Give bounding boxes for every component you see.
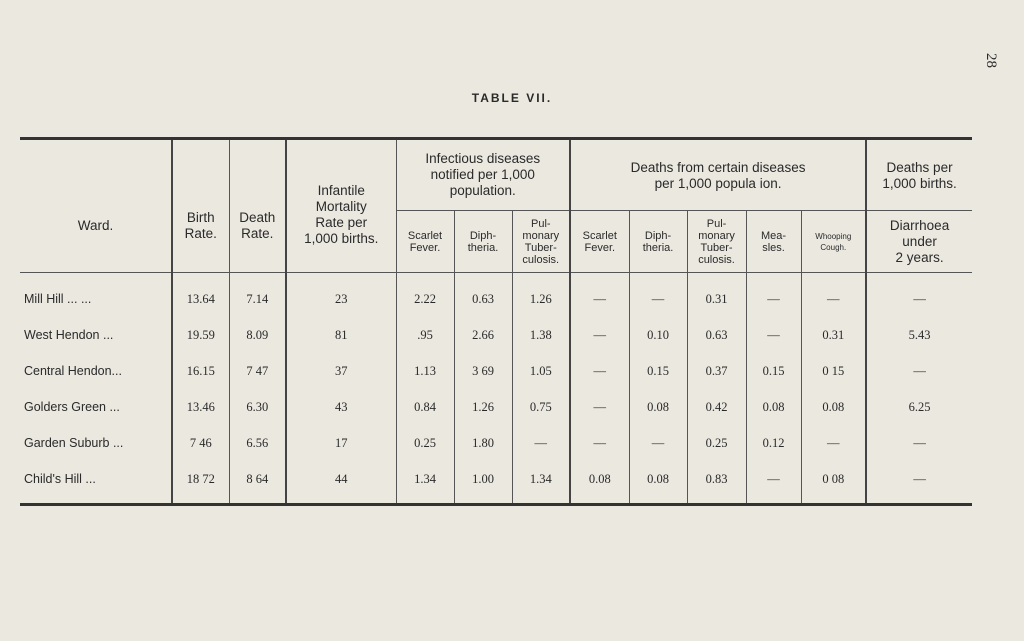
cell: 0.15: [746, 353, 801, 389]
cell: 0.25: [396, 425, 454, 461]
page-number: 28: [983, 53, 999, 68]
cell: 1.34: [512, 461, 570, 505]
cell: —: [746, 273, 801, 318]
cell: 7.14: [229, 273, 286, 318]
cell: 2.66: [454, 317, 512, 353]
cell: 0.42: [687, 389, 746, 425]
cell: 1.34: [396, 461, 454, 505]
cell: 1.80: [454, 425, 512, 461]
table-row: [20, 425, 972, 461]
cell: 16.15: [172, 353, 229, 389]
table-row: [20, 353, 972, 389]
cell: 0.63: [687, 317, 746, 353]
cell: .95: [396, 317, 454, 353]
header-whooping-cough: Whooping Cough.: [801, 211, 866, 273]
cell: —: [801, 273, 866, 318]
header-measles: Mea- sles.: [746, 211, 801, 273]
cell: 0 08: [801, 461, 866, 505]
ward-name: Mill Hill ... ...: [24, 292, 92, 306]
cell: —: [570, 317, 629, 353]
cell: 0.10: [629, 317, 687, 353]
header-birth-rate: Birth Rate.: [172, 139, 229, 273]
ward-name: Golders Green ...: [24, 400, 120, 414]
cell: 44: [286, 461, 396, 505]
ward-name: Garden Suburb ...: [24, 436, 124, 450]
table-row: [20, 461, 972, 505]
cell: —: [570, 273, 629, 318]
cell: 0.08: [570, 461, 629, 505]
cell: 1.26: [454, 389, 512, 425]
table-body: [20, 273, 972, 505]
cell: —: [570, 425, 629, 461]
table-row: [20, 273, 972, 318]
cell: —: [866, 353, 972, 389]
cell: —: [512, 425, 570, 461]
header-deaths-per-births: Deaths per 1,000 births.: [866, 139, 972, 211]
cell: 0.08: [629, 389, 687, 425]
cell: —: [746, 461, 801, 505]
cell: 43: [286, 389, 396, 425]
cell: 2.22: [396, 273, 454, 318]
ward-name: Central Hendon...: [24, 364, 122, 378]
ward-name: West Hendon ...: [24, 328, 114, 342]
cell: 0.75: [512, 389, 570, 425]
cell: 0.08: [746, 389, 801, 425]
cell: 19.59: [172, 317, 229, 353]
cell: 7 47: [229, 353, 286, 389]
cell: 7 46: [172, 425, 229, 461]
cell: —: [629, 273, 687, 318]
header-infectious-diseases: Infectious diseases notified per 1,000 population.: [396, 139, 570, 211]
cell: 0.08: [629, 461, 687, 505]
header-diarrhoea: Diarrhoea under 2 years.: [866, 211, 972, 273]
cell: 3 69: [454, 353, 512, 389]
cell: 0.31: [687, 273, 746, 318]
cell: 0.25: [687, 425, 746, 461]
cell: 0 15: [801, 353, 866, 389]
table-row: [20, 389, 972, 425]
cell: —: [866, 461, 972, 505]
cell: 17: [286, 425, 396, 461]
header-scarlet-fever-deaths: Scarlet Fever.: [570, 211, 629, 273]
cell: —: [801, 425, 866, 461]
header-scarlet-fever-notified: Scarlet Fever.: [396, 211, 454, 273]
cell: 13.46: [172, 389, 229, 425]
cell: 6.30: [229, 389, 286, 425]
cell: 0.83: [687, 461, 746, 505]
header-diphtheria-notified: Diph- theria.: [454, 211, 512, 273]
cell: —: [866, 425, 972, 461]
cell: 13.64: [172, 273, 229, 318]
table-row: [20, 317, 972, 353]
cell: —: [570, 389, 629, 425]
cell: 1.05: [512, 353, 570, 389]
cell: 23: [286, 273, 396, 318]
cell: 37: [286, 353, 396, 389]
cell: 0.63: [454, 273, 512, 318]
cell: 0.08: [801, 389, 866, 425]
cell: 0.31: [801, 317, 866, 353]
cell: 5.43: [866, 317, 972, 353]
ward-name: Child's Hill ...: [24, 472, 96, 486]
header-pulmonary-tb-deaths: Pul- monary Tuber- culosis.: [687, 211, 746, 273]
cell: 18 72: [172, 461, 229, 505]
cell: 1.26: [512, 273, 570, 318]
cell: —: [866, 273, 972, 318]
table-container: [20, 137, 972, 506]
cell: —: [570, 353, 629, 389]
cell: 6.25: [866, 389, 972, 425]
cell: 0.15: [629, 353, 687, 389]
header-death-rate: Death Rate.: [229, 139, 286, 273]
cell: 1.00: [454, 461, 512, 505]
header-pulmonary-tb-notified: Pul- monary Tuber- culosis.: [512, 211, 570, 273]
cell: 81: [286, 317, 396, 353]
header-infantile-mortality: Infantile Mortality Rate per 1,000 births.: [286, 139, 396, 273]
cell: —: [629, 425, 687, 461]
cell: 0.84: [396, 389, 454, 425]
cell: 8.09: [229, 317, 286, 353]
cell: 0.12: [746, 425, 801, 461]
table-header: [20, 139, 972, 273]
cell: 0.37: [687, 353, 746, 389]
cell: 6.56: [229, 425, 286, 461]
cell: —: [746, 317, 801, 353]
table-title: TABLE VII.: [471, 91, 553, 105]
cell: 8 64: [229, 461, 286, 505]
cell: 1.13: [396, 353, 454, 389]
header-ward: Ward.: [20, 139, 172, 273]
header-diphtheria-deaths: Diph- theria.: [629, 211, 687, 273]
mortality-table: [20, 137, 972, 506]
header-deaths-certain-diseases: Deaths from certain diseases per 1,000 popula ion.: [570, 139, 866, 211]
cell: 1.38: [512, 317, 570, 353]
